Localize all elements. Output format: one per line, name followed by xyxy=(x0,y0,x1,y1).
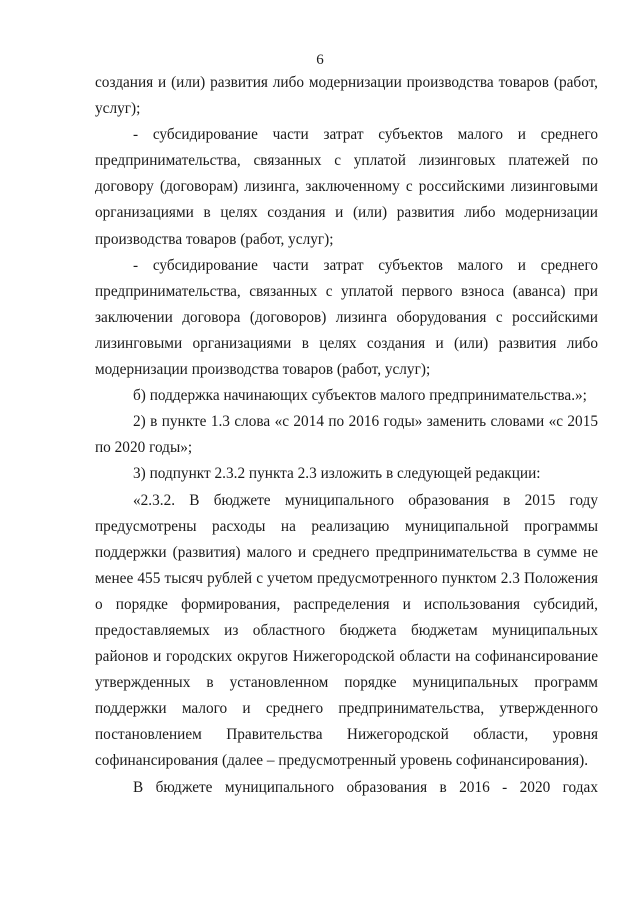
page-number: 6 xyxy=(316,52,324,68)
paragraph-startup-support: б) поддержка начинающих субъектов малого предпринимательства.»; xyxy=(133,387,587,405)
paragraph-leasing-payments: - субсидирование части затрат субъектов малого и среднего предпринимательства, связанных с уплатой лизинговых платежей по договору (договорам) лизинга, заключенному с российскими лизинговыми организациями в целях создания и (или) развития либо модернизации производства товаров (работ, услуг); xyxy=(95,126,598,248)
document-body xyxy=(95,70,598,801)
paragraph-budget-2016-2020: В бюджете муниципального образования в 2016 - 2020 годах xyxy=(133,778,598,796)
paragraph-continuation: создания и (или) развития либо модернизации производства товаров (работ, услуг); xyxy=(95,74,598,118)
paragraph-budget-2015: «2.3.2. В бюджете муниципального образования в 2015 году предусмотрены расходы на реализацию муниципальной программы поддержки (развития) малого и среднего предпринимательства в сумме не менее 455 тысяч рублей с учетом предусмотренного пунктом 2.3 Положения о порядке формирования, распределения и использования субсидий, предоставляемых из областного бюджета бюджетам муниципальных районов и городских округов Нижегородской области на софинансирование утвержденных в установленном порядке муниципальных программ поддержки малого и среднего предпринимательства, утвержденного постановлением Правительства Нижегородской области, уровня софинансирования (далее – предусмотренный уровень софинансирования). xyxy=(95,491,598,770)
paragraph-item-2-3-2: 3) подпункт 2.3.2 пункта 2.3 изложить в следующей редакции: xyxy=(133,465,541,483)
paragraph-leasing-advance: - субсидирование части затрат субъектов малого и среднего предпринимательства, связанных с уплатой первого взноса (аванса) при заключении договора (договоров) лизинга оборудования с российскими лизинговыми организациями в целях создания и (или) развития либо модернизации производства товаров (работ, услуг); xyxy=(95,256,598,379)
paragraph-item-1-3: 2) в пункте 1.3 слова «с 2014 по 2016 годы» заменить словами «с 2015 по 2020 годы»; xyxy=(95,413,598,457)
